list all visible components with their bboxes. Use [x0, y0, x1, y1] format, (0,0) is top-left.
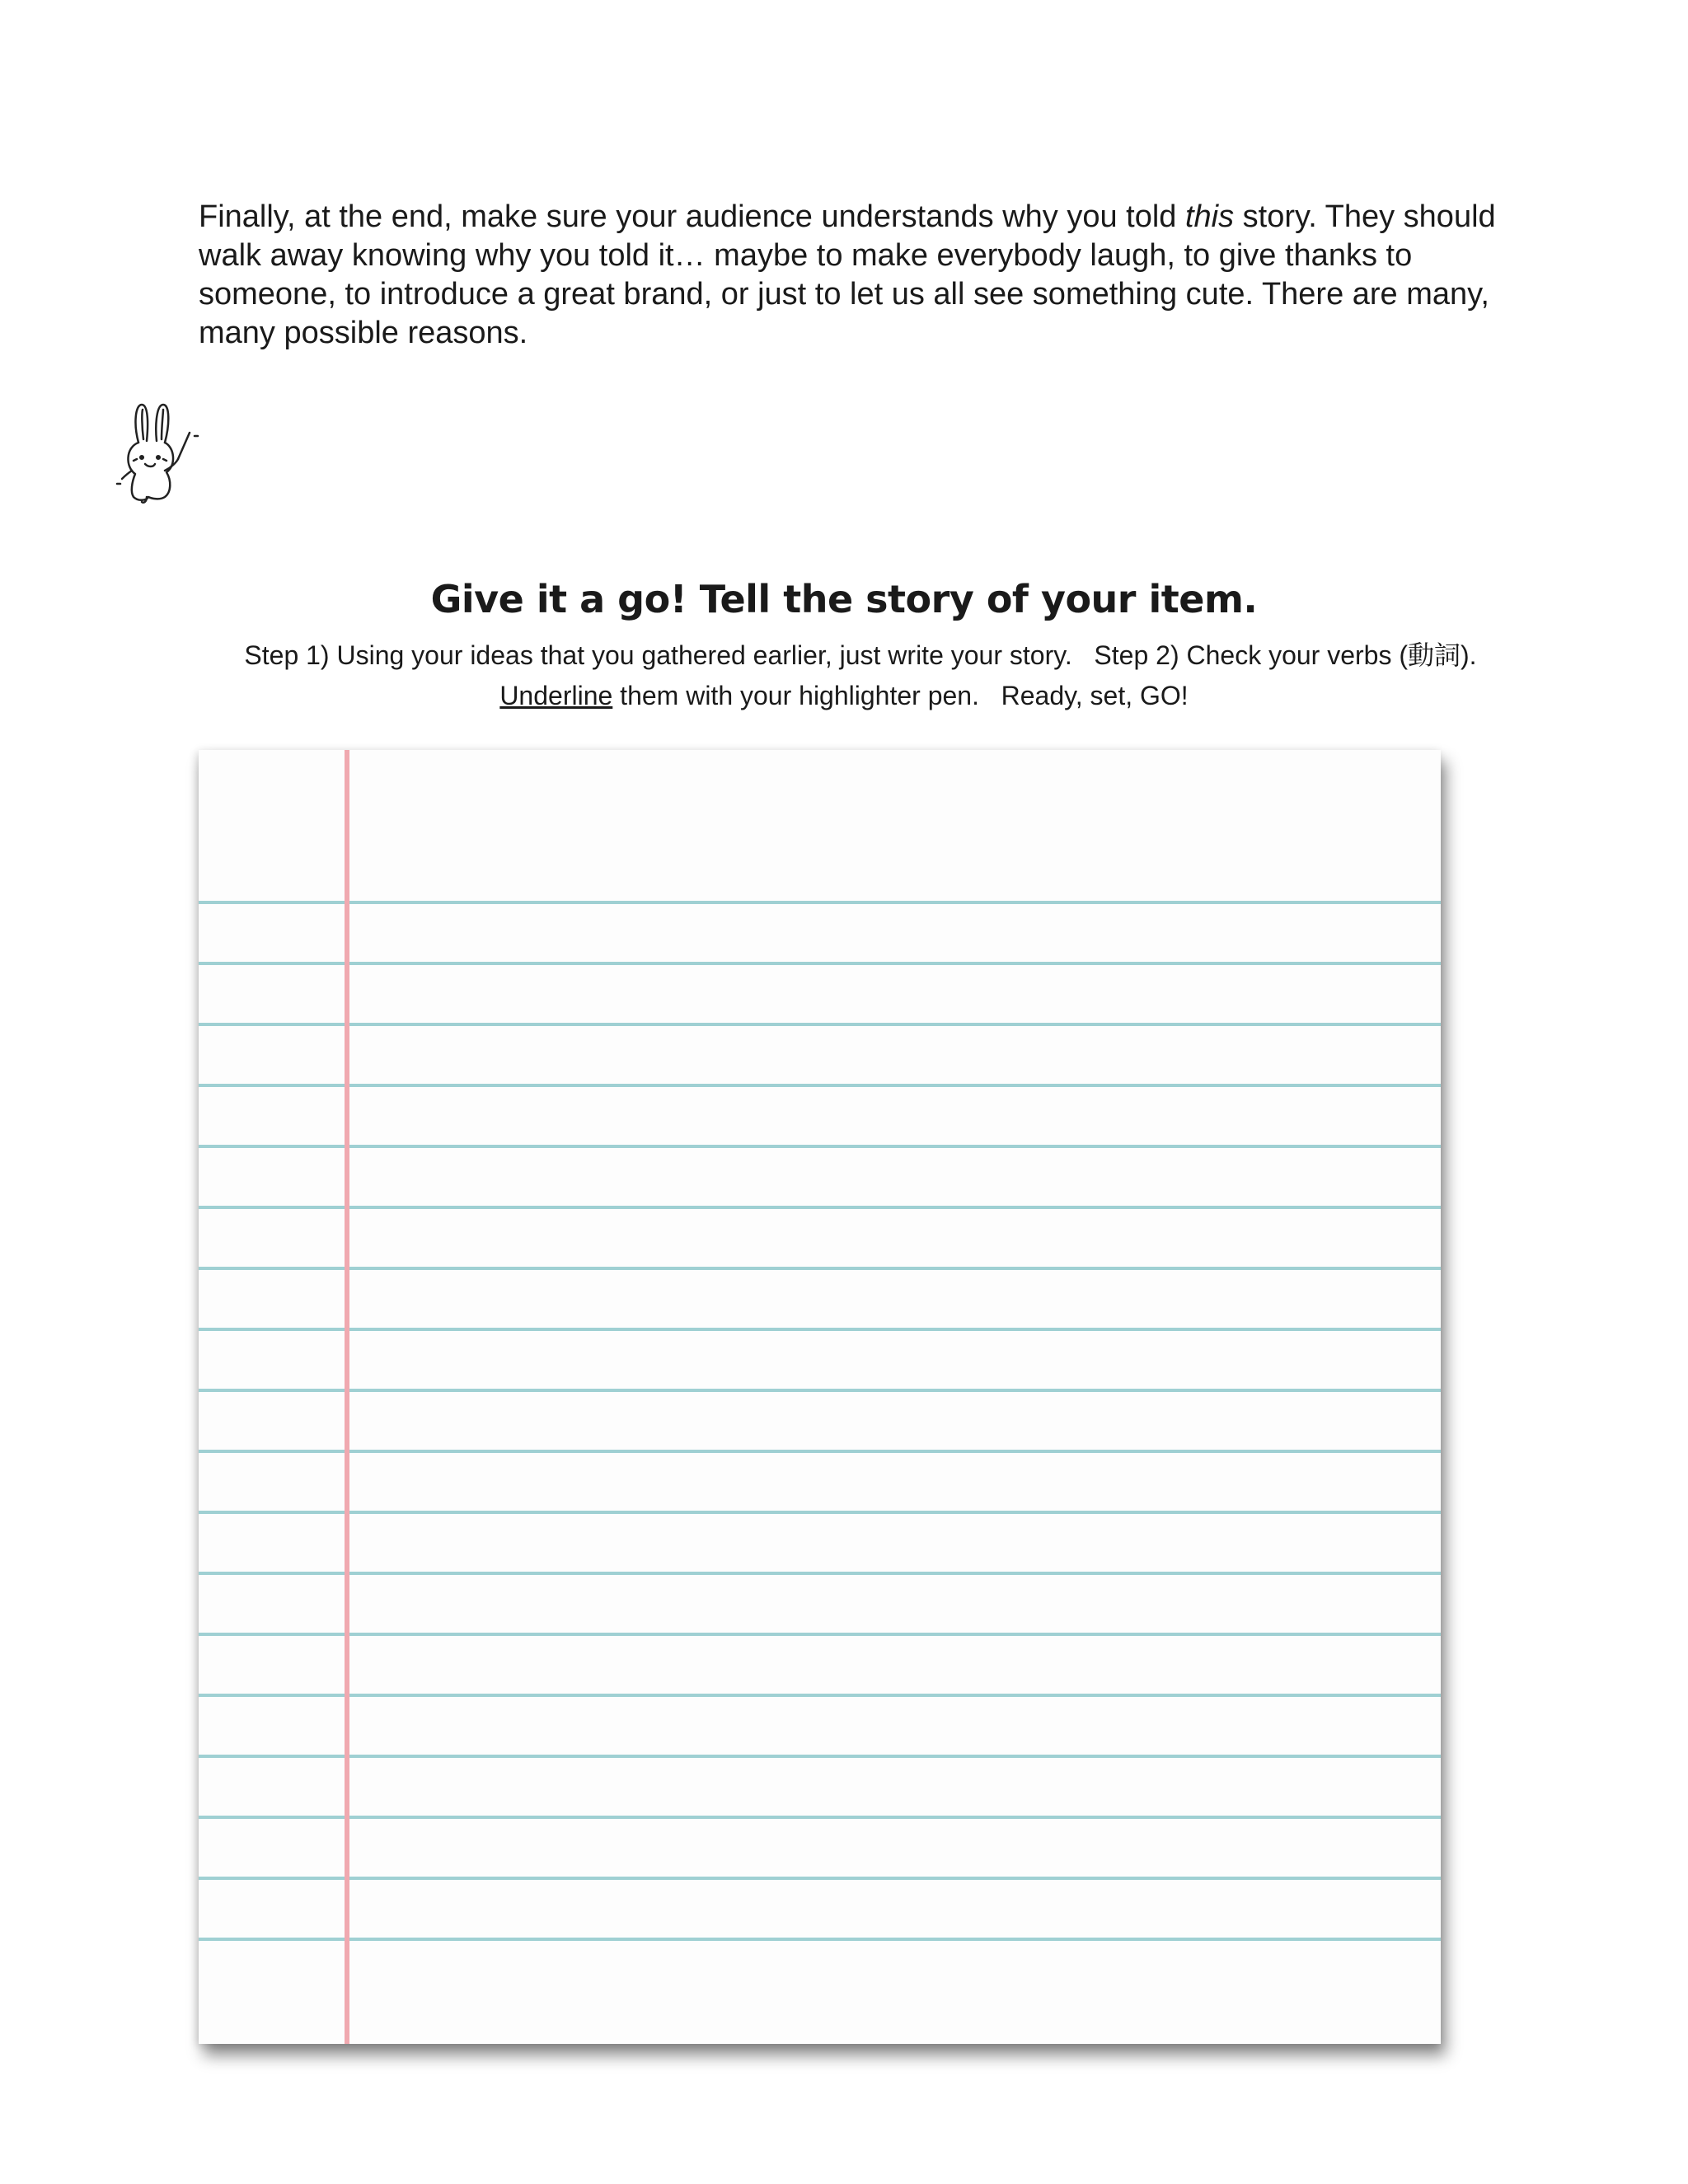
step-instructions-line-2: [0, 681, 1688, 711]
step-instructions-line-2-rest: them with your highlighter pen. Ready, set, GO!: [612, 681, 1189, 710]
underline-word: Underline: [499, 681, 613, 710]
exercise-heading: Give it a go! Tell the story of your item.: [430, 577, 1258, 621]
paper-rules: [199, 750, 1441, 2044]
bunny-icon: [114, 400, 213, 507]
step-instructions-line-1: Step 1) Using your ideas that you gathered earlier, just write your story. Step 2) Check your verbs (動詞).: [244, 640, 1477, 670]
intro-paragraph: [199, 198, 1517, 353]
intro-text-part2: story. They should walk away knowing why you told it… maybe to make everybody laugh, to give thanks to someone, to introduce a great brand, or just to let us all see something cute. There are many, many possible reasons.: [199, 199, 1496, 350]
intro-text-part1: Finally, at the end, make sure your audience understands why you told: [199, 199, 1185, 234]
lined-writing-paper[interactable]: [199, 750, 1441, 2044]
intro-emphasis: this: [1184, 199, 1235, 234]
